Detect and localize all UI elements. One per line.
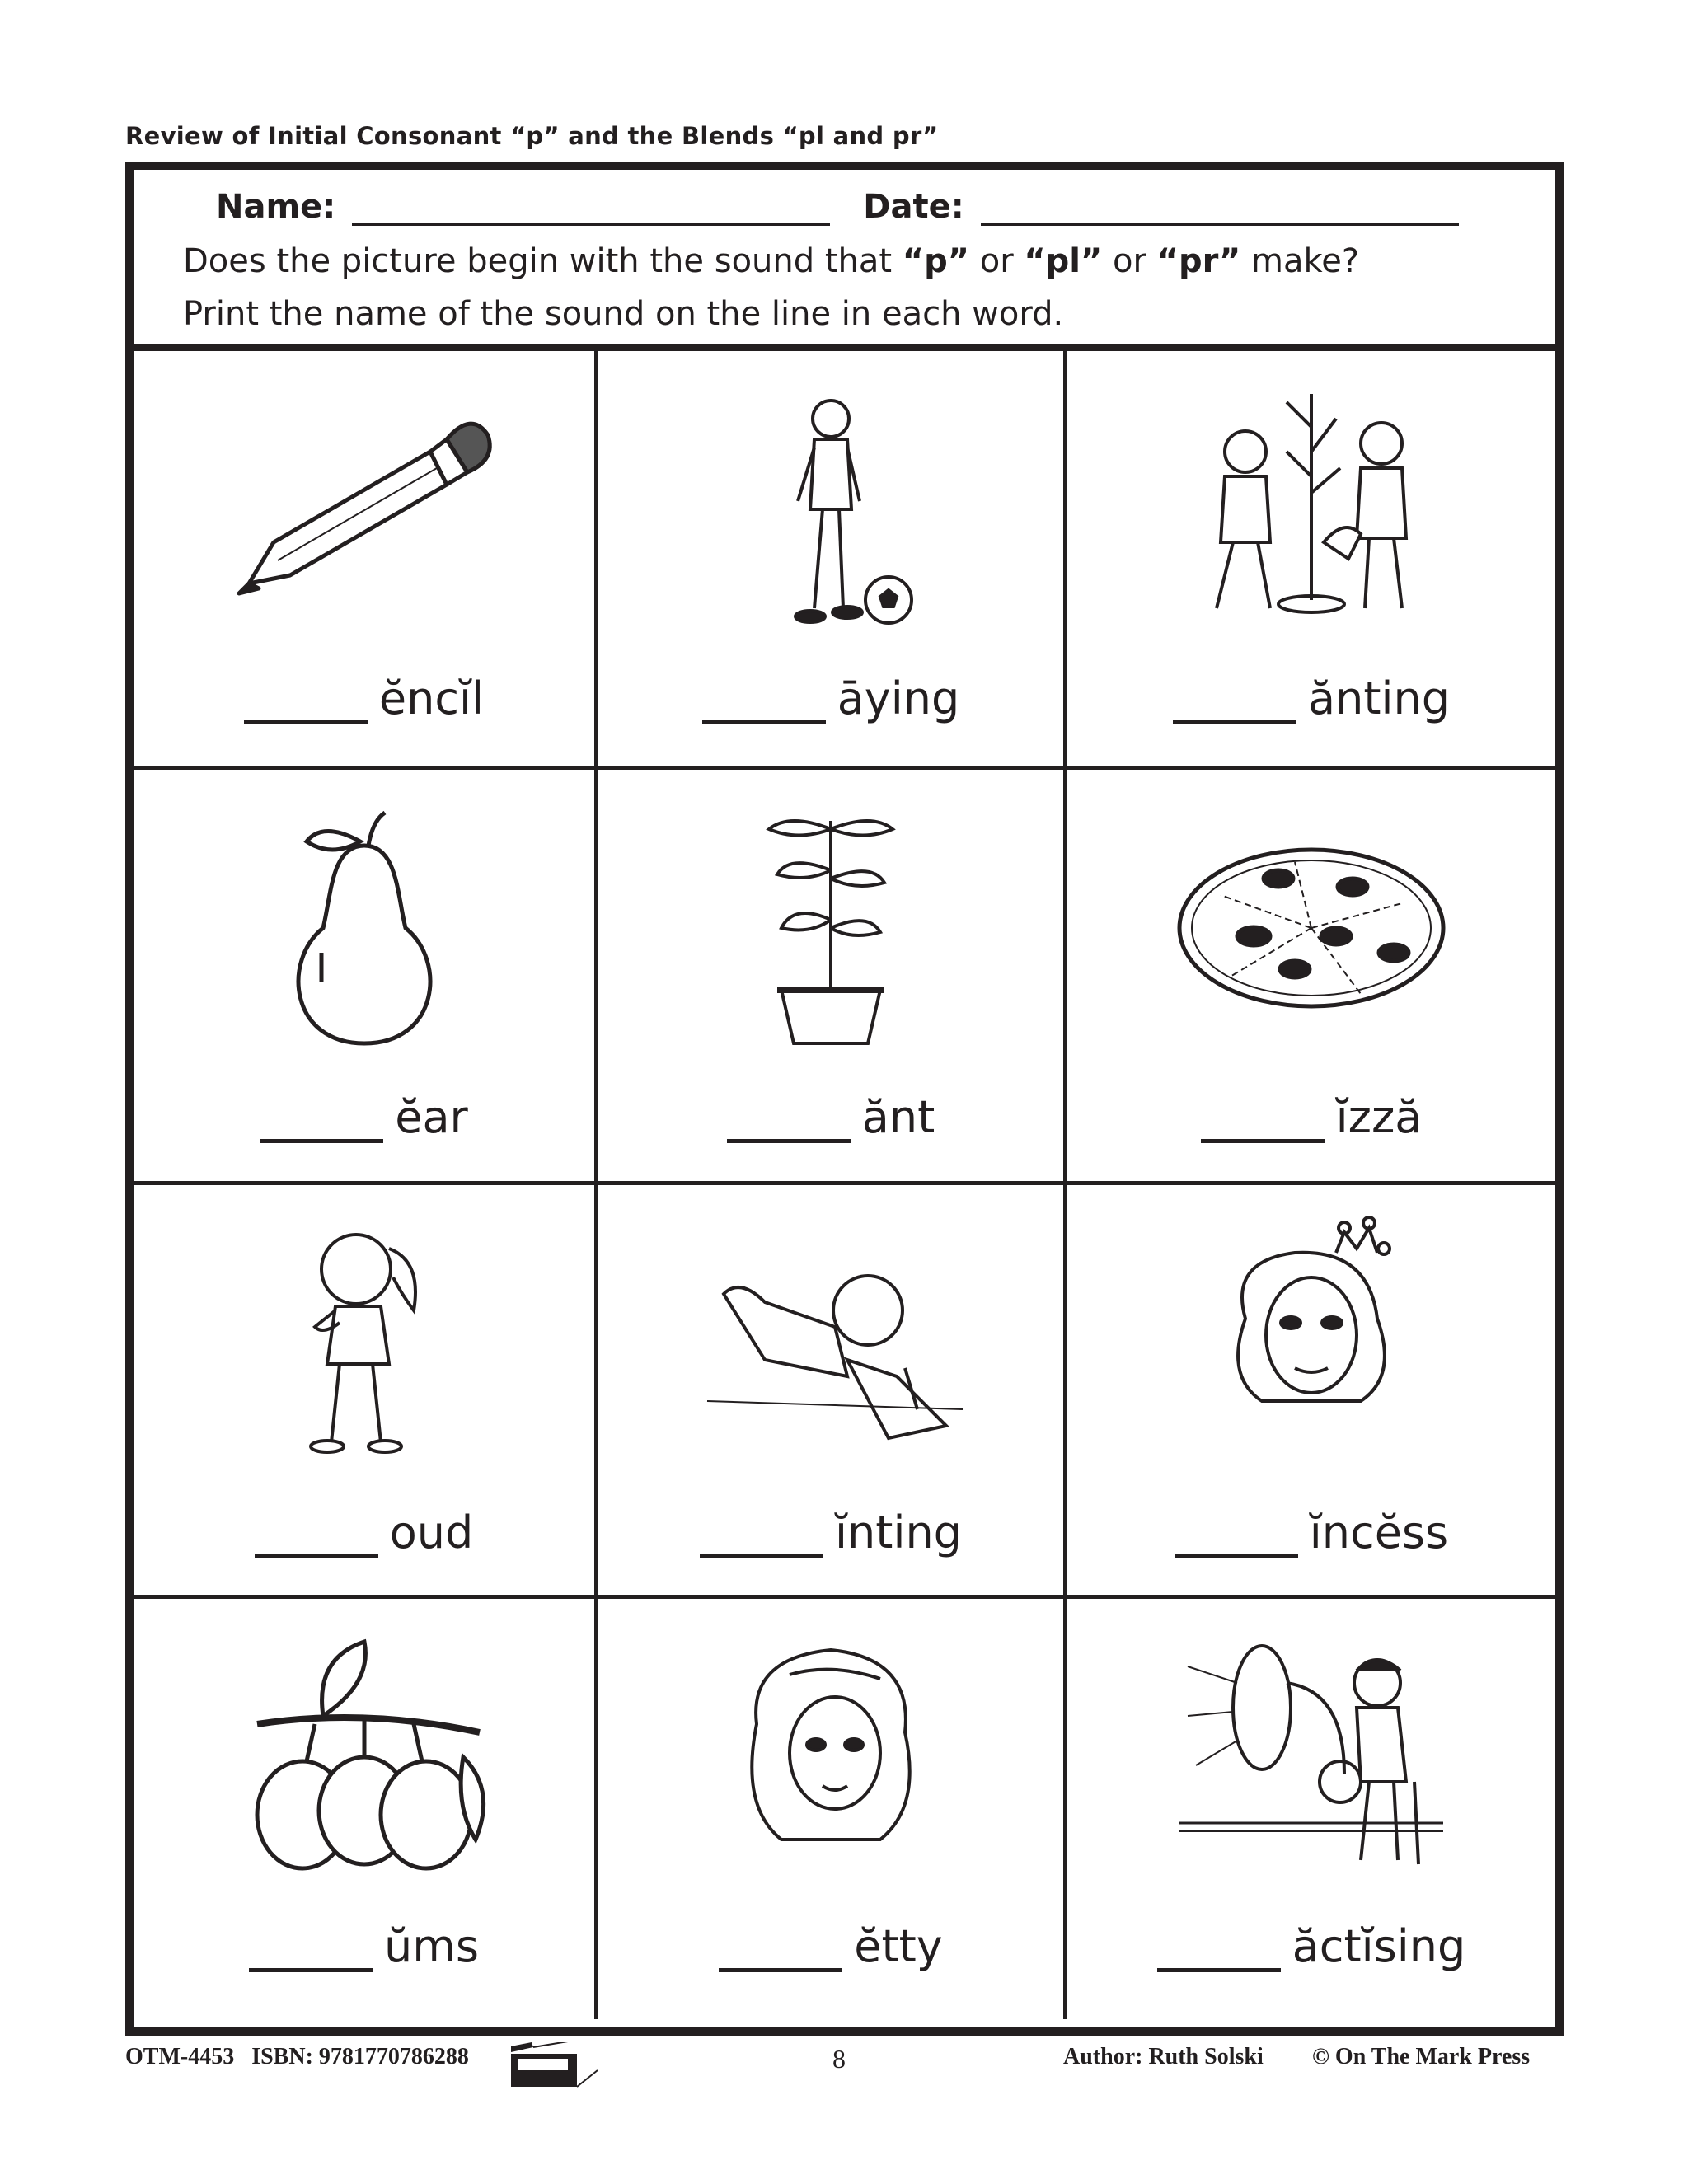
- word-ending: ănt: [861, 1091, 935, 1143]
- answer-blank[interactable]: [249, 1925, 373, 1972]
- instruction-line-2: Print the name of the sound on the line in each word.: [183, 295, 1064, 333]
- picture-cell: [134, 770, 598, 1185]
- worksheet-header: [134, 170, 1555, 351]
- word-ending: ĭncĕss: [1309, 1507, 1449, 1558]
- picture-cell: [134, 1185, 598, 1599]
- boy-horn-icon: [1171, 1625, 1451, 1889]
- answer-blank[interactable]: [700, 1511, 823, 1558]
- picture-cell: [598, 1185, 1067, 1599]
- picture-cell: [598, 770, 1067, 1185]
- photocopier-icon: [507, 2042, 606, 2090]
- date-label: Date:: [863, 188, 964, 226]
- girl-soccer-icon: [691, 377, 971, 641]
- worksheet-title: Review of Initial Consonant “p” and the Blends “pl and pr”: [125, 122, 939, 150]
- sound-pr: “pr”: [1156, 242, 1241, 280]
- picture-cell: [1067, 1185, 1555, 1599]
- sound-p: “p”: [902, 242, 970, 280]
- product-code-isbn: OTM-4453 ISBN: 9781770786288: [125, 2044, 469, 2069]
- instruction-text: make?: [1240, 242, 1360, 280]
- children-planting-icon: [1171, 377, 1451, 641]
- word-ending: ĭnting: [835, 1507, 962, 1558]
- sound-pl: “pl”: [1024, 242, 1103, 280]
- pencil-icon: [224, 377, 504, 641]
- potted-plant-icon: [691, 796, 971, 1060]
- picture-cell: [1067, 1599, 1555, 2019]
- answer-blank[interactable]: [1173, 677, 1296, 724]
- picture-cell: [134, 1599, 598, 2019]
- word-ending: ănting: [1308, 673, 1450, 724]
- name-date-row: [216, 188, 1459, 226]
- picture-cell: [598, 1599, 1067, 2019]
- answer-blank[interactable]: [719, 1925, 842, 1972]
- or-text: or: [969, 242, 1025, 280]
- instruction-line-1: [183, 242, 1359, 280]
- picture-cell: [134, 351, 598, 770]
- answer-blank[interactable]: [1157, 1925, 1281, 1972]
- date-field[interactable]: [981, 193, 1459, 226]
- picture-grid: [134, 351, 1555, 2027]
- answer-blank[interactable]: [702, 677, 826, 724]
- word-ending: āying: [837, 673, 960, 724]
- word-ending: ĕar: [395, 1091, 468, 1143]
- plums-icon: [224, 1625, 504, 1889]
- proud-girl-icon: [224, 1212, 504, 1475]
- word-ending: oud: [389, 1507, 474, 1558]
- answer-blank[interactable]: [244, 677, 368, 724]
- pretty-girl-icon: [691, 1625, 971, 1889]
- picture-cell: [1067, 770, 1555, 1185]
- word-ending: ăctĭsing: [1292, 1920, 1466, 1972]
- answer-blank[interactable]: [1201, 1096, 1325, 1143]
- instruction-text: Does the picture begin with the sound that: [183, 242, 903, 280]
- name-field[interactable]: [352, 193, 830, 226]
- publisher-credit: © On The Mark Press: [1312, 2044, 1531, 2069]
- word-ending: ĭzză: [1335, 1091, 1423, 1143]
- name-label: Name:: [216, 188, 336, 226]
- princess-icon: [1171, 1212, 1451, 1475]
- pear-icon: [224, 796, 504, 1060]
- author-credit: Author: Ruth Solski: [1063, 2044, 1264, 2069]
- picture-cell: [598, 351, 1067, 770]
- answer-blank[interactable]: [260, 1096, 383, 1143]
- picture-cell: [1067, 351, 1555, 770]
- worksheet-frame: [125, 162, 1564, 2036]
- boy-painting-icon: [691, 1212, 971, 1475]
- answer-blank[interactable]: [255, 1511, 378, 1558]
- or-text: or: [1102, 242, 1157, 280]
- pizza-icon: [1171, 796, 1451, 1060]
- page-number: 8: [832, 2044, 846, 2074]
- word-ending: ĕtty: [854, 1920, 943, 1972]
- answer-blank[interactable]: [1175, 1511, 1298, 1558]
- answer-blank[interactable]: [727, 1096, 851, 1143]
- word-ending: ŭms: [384, 1920, 479, 1972]
- word-ending: ĕncĭl: [378, 673, 485, 724]
